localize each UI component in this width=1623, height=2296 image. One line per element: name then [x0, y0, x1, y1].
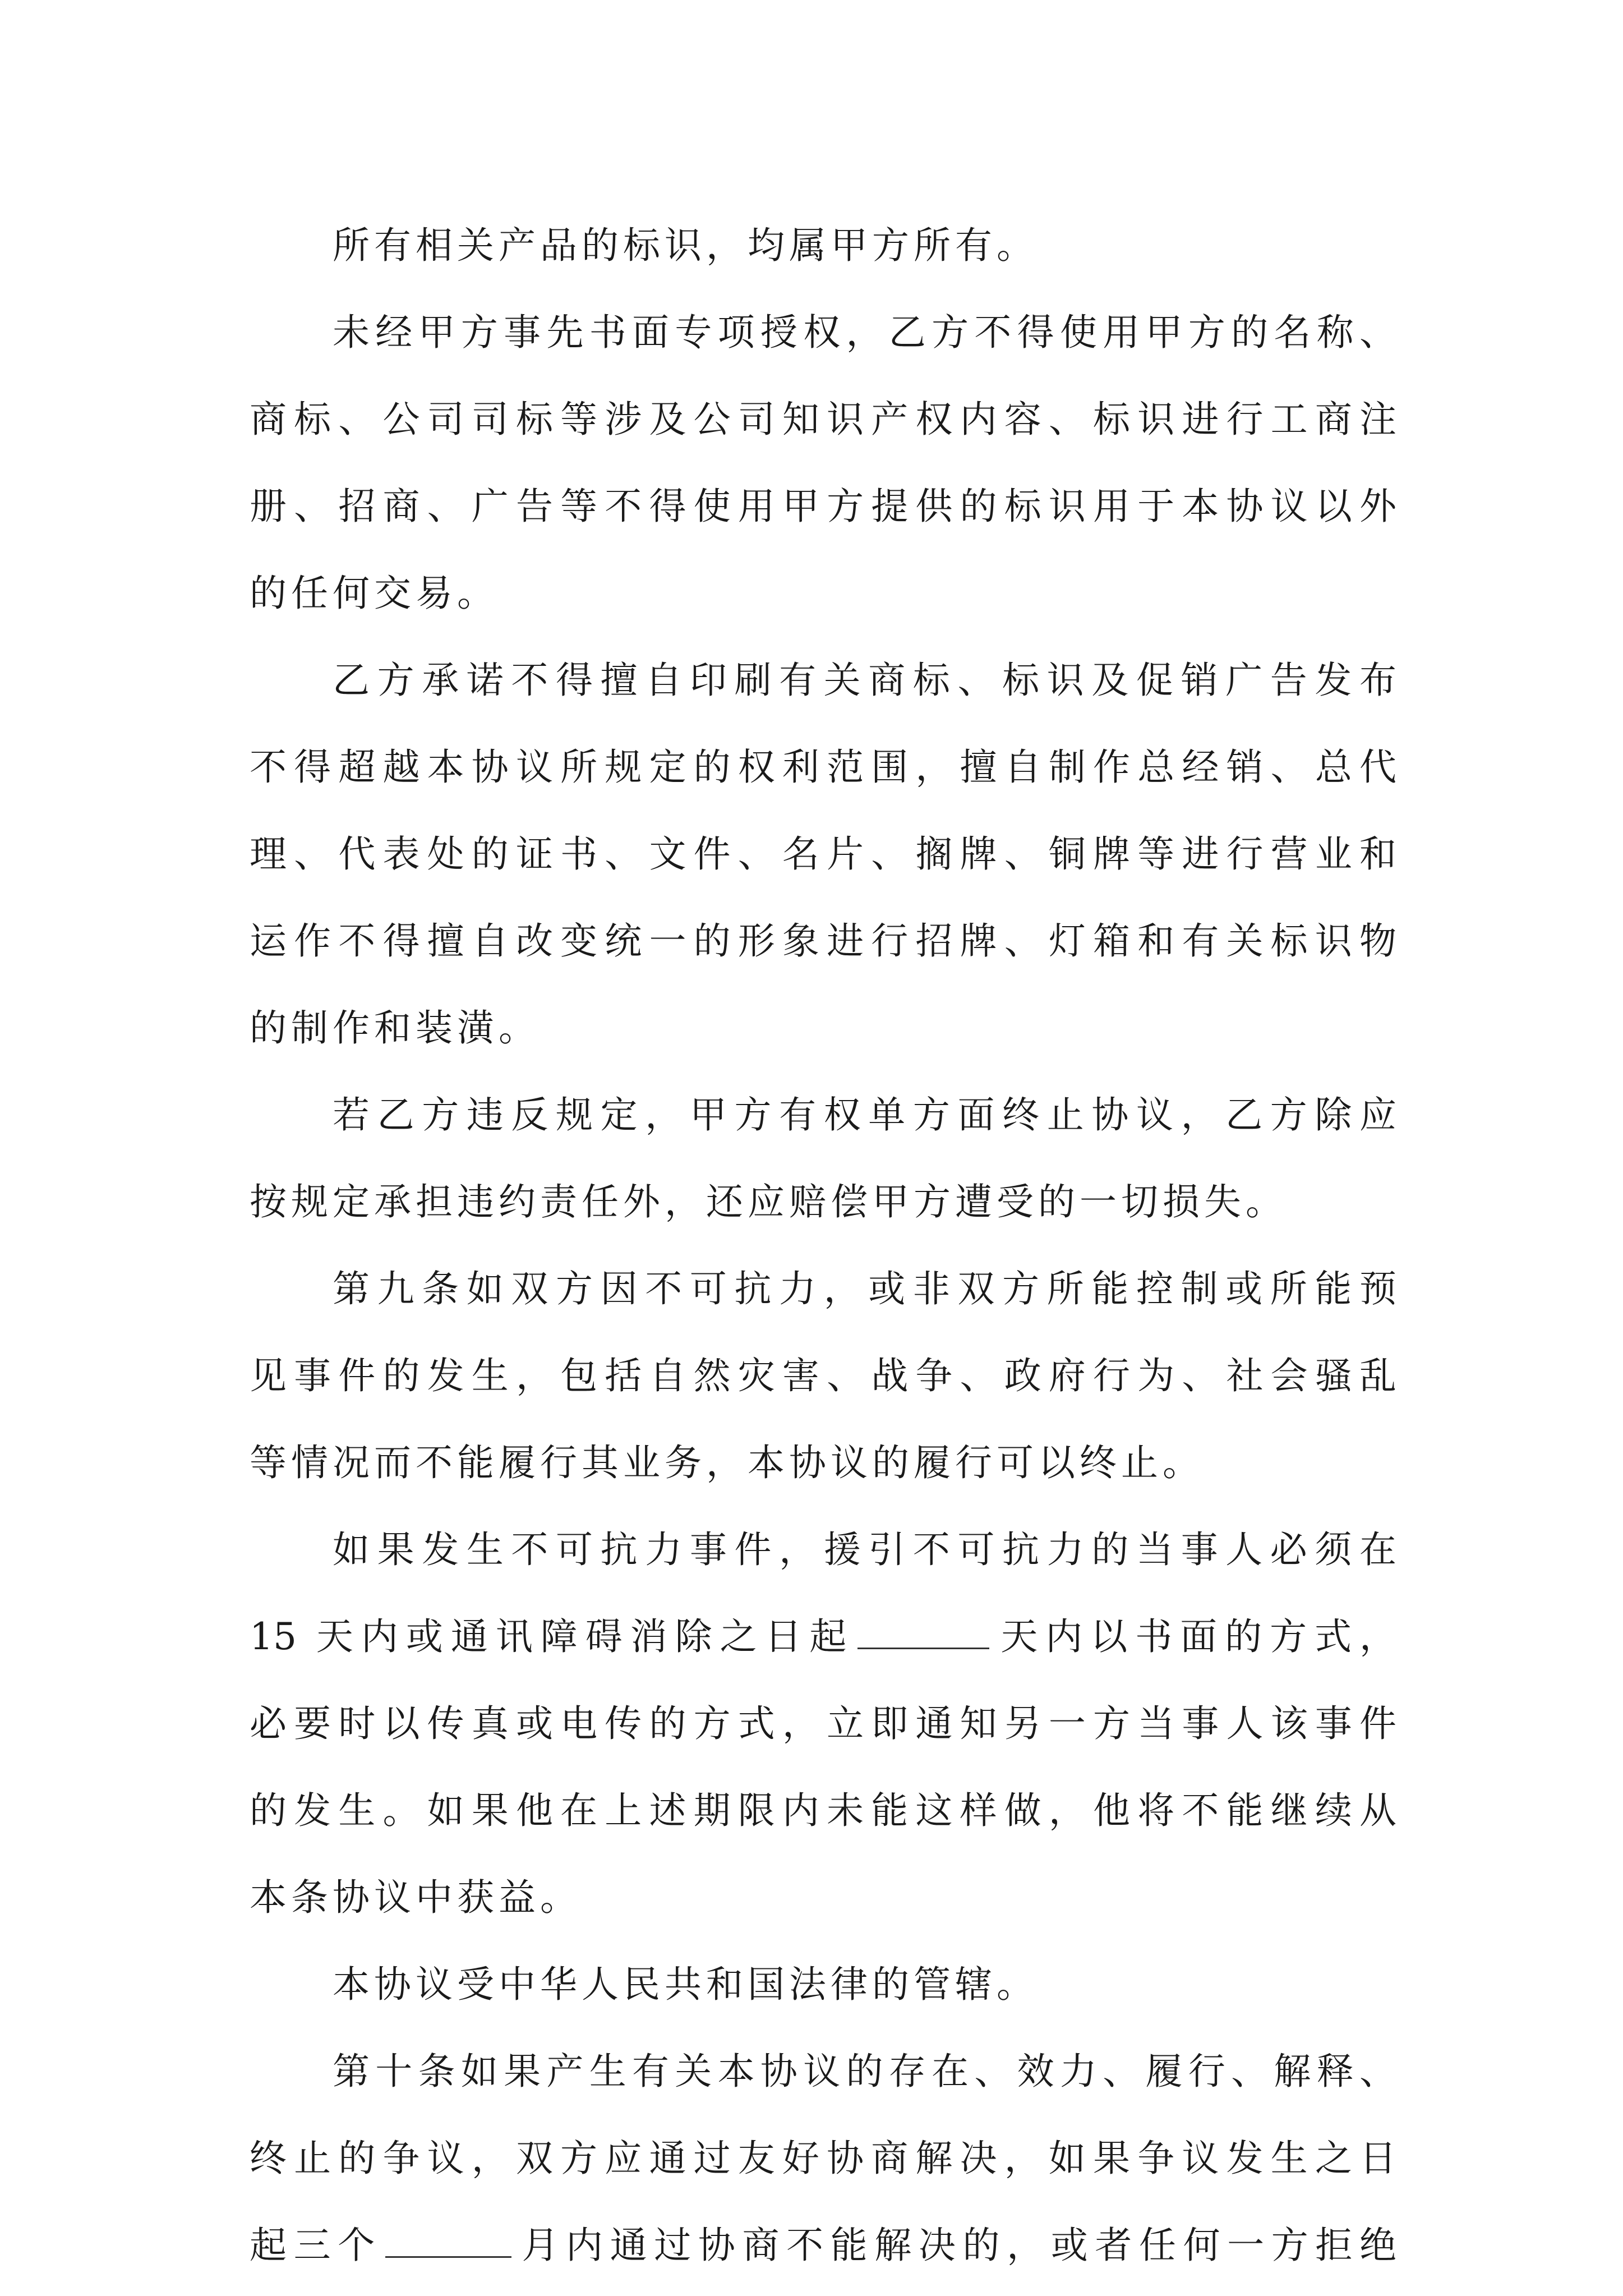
document-body	[250, 202, 1396, 2289]
paragraph-line: 理、代表处的证书、文件、名片、搁牌、铜牌等进行营业和	[250, 832, 1396, 876]
line-text: 15 天内或通讯障碍消除之日起	[250, 1615, 855, 1658]
paragraph-line: 第十条如果产生有关本协议的存在、效力、履行、解释、	[333, 2050, 1396, 2093]
fill-in-blank	[385, 2223, 511, 2258]
fill-in-blank	[857, 1614, 989, 1649]
paragraph-line: 若乙方违反规定，甲方有权单方面终止协议，乙方除应	[333, 1093, 1396, 1137]
paragraph-line: 终止的争议，双方应通过友好协商解决，如果争议发生之日	[250, 2137, 1396, 2180]
paragraph-line: 未经甲方事先书面专项授权，乙方不得使用甲方的名称、	[333, 311, 1396, 354]
paragraph-line: 按规定承担违约责任外，还应赔偿甲方遭受的一切损失。	[250, 1180, 1287, 1223]
paragraph-line: 的发生。如果他在上述期限内未能这样做，他将不能继续从	[250, 1789, 1396, 1832]
paragraph-line: 等情况而不能履行其业务，本协议的履行可以终止。	[250, 1441, 1204, 1484]
paragraph-line: 乙方承诺不得擅自印刷有关商标、标识及促销广告发布	[333, 659, 1396, 702]
line-text: 天内以书面的方式，	[993, 1615, 1396, 1658]
paragraph-line: 如果发生不可抗力事件，援引不可抗力的当事人必须在	[333, 1528, 1396, 1571]
paragraph-line: 必要时以传真或电传的方式，立即通知另一方当事人该事件	[250, 1702, 1396, 1745]
paragraph-line: 的任何交易。	[250, 572, 499, 615]
line-text: 月内通过协商不能解决的，或者任何一方拒绝	[514, 2224, 1397, 2267]
paragraph-line: 的制作和装潢。	[250, 1006, 540, 1050]
paragraph-line: 本协议受中华人民共和国法律的管辖。	[333, 1963, 1038, 2006]
paragraph-line: 册、招商、广告等不得使用甲方提供的标识用于本协议以外	[250, 485, 1396, 528]
paragraph-line: 第九条如双方因不可抗力，或非双方所能控制或所能预	[333, 1267, 1396, 1310]
paragraph-line-with-blank	[250, 1593, 1396, 1680]
paragraph-line: 本条协议中获益。	[250, 1876, 582, 1919]
paragraph-line-with-blank	[250, 2202, 1396, 2289]
paragraph-line: 不得超越本协议所规定的权利范围，擅自制作总经销、总代	[250, 746, 1396, 789]
paragraph-line: 运作不得擅自改变统一的形象进行招牌、灯箱和有关标识物	[250, 919, 1396, 963]
paragraph-line: 所有相关产品的标识，均属甲方所有。	[333, 224, 1038, 267]
paragraph-line: 见事件的发生，包括自然灾害、战争、政府行为、社会骚乱	[250, 1354, 1396, 1397]
paragraph-line: 商标、公司司标等涉及公司知识产权内容、标识进行工商注	[250, 398, 1396, 441]
line-text: 起三个	[250, 2224, 382, 2267]
